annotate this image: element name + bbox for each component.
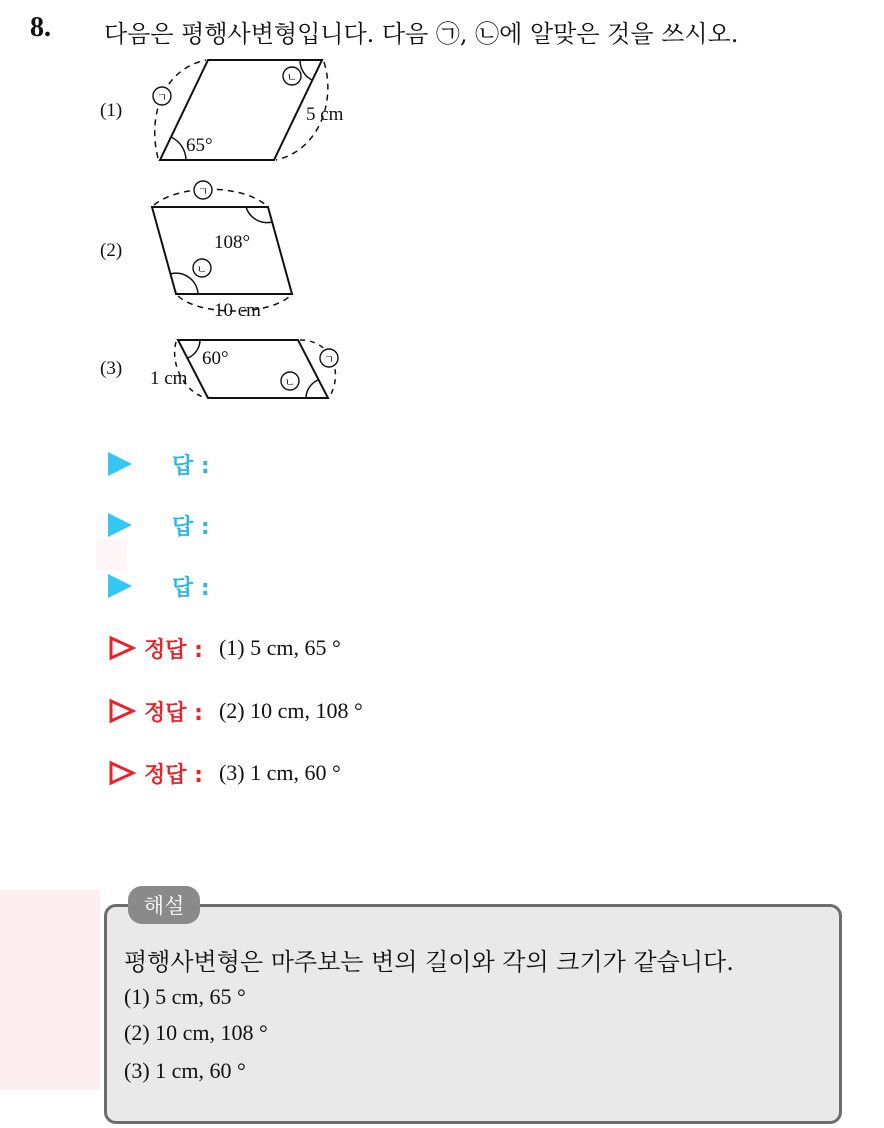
explanation-box (104, 904, 842, 1124)
explanation-text: 평행사변형은 마주보는 변의 길이와 각의 크기가 같습니다. (124, 948, 734, 976)
correct-row-2 (108, 691, 363, 731)
correct-label: 정답 : (144, 762, 203, 788)
correct-arrow-icon (108, 698, 136, 724)
answer-arrow-icon (108, 513, 132, 537)
correct-row-3 (108, 753, 341, 793)
correct-value: (2) 10 cm, 108 ° (218, 698, 363, 723)
answer-row-3 (108, 566, 522, 606)
decorative-block (0, 890, 100, 1090)
figure-2-angle: 108° (214, 232, 251, 253)
figure-2-side: 10 cm (214, 300, 261, 321)
figure-3-label: (3) (100, 358, 123, 379)
figure-3-angle-arc-bottom (306, 380, 318, 398)
explanation-tab: 해설 (128, 886, 200, 924)
figure-3-angle: 60° (202, 348, 229, 369)
answer-arrow-icon (108, 452, 132, 476)
correct-arrow-icon (108, 760, 136, 786)
answer-label: 답 : (172, 575, 210, 601)
answer-row-2 (108, 505, 522, 545)
answer-row-1 (108, 444, 522, 484)
answer-input[interactable] (222, 450, 522, 478)
answer-arrow-icon (108, 574, 132, 598)
question-text: 다음은 평행사변형입니다. 다음 ㉠, ㉡에 알맞은 것을 쓰시오. (104, 20, 739, 48)
correct-value: (1) 5 cm, 65 ° (218, 635, 341, 660)
parallelogram-figures (0, 0, 884, 430)
figure-1-mark-a: ㄱ (156, 91, 168, 104)
figure-1-mark-b: ㄴ (286, 71, 298, 84)
figure-3-mark-a: ㄱ (323, 353, 335, 366)
correct-value: (3) 1 cm, 60 ° (218, 760, 341, 785)
figure-1-side: 5 cm (306, 104, 344, 125)
correct-label: 정답 : (144, 637, 203, 663)
answer-label: 답 : (172, 514, 210, 540)
figure-3 (100, 340, 338, 398)
explanation-line-1: (1) 5 cm, 65 ° (124, 984, 246, 1009)
figure-2-label: (2) (100, 240, 123, 261)
explanation-line-2: (2) 10 cm, 108 ° (124, 1020, 268, 1045)
figure-3-mark-b: ㄴ (284, 376, 296, 389)
figure-1-label: (1) (100, 100, 123, 121)
figure-2-mark-b: ㄴ (196, 263, 208, 276)
correct-row-1 (108, 628, 341, 668)
question-number: 8. (30, 12, 51, 43)
explanation-line-3: (3) 1 cm, 60 ° (124, 1058, 246, 1083)
figure-2 (100, 181, 292, 321)
figure-1-angle-arc (171, 137, 186, 160)
figure-3-side: 1 cm (150, 368, 188, 389)
figure-3-angle-arc-top (188, 340, 200, 358)
correct-arrow-icon (108, 635, 136, 661)
answer-label: 답 : (172, 453, 210, 479)
figure-2-mark-a: ㄱ (197, 185, 209, 198)
figure-1 (100, 60, 344, 160)
correct-label: 정답 : (144, 700, 203, 726)
answer-input[interactable] (222, 511, 522, 539)
figure-1-angle-arc-top (300, 60, 312, 80)
answer-input[interactable] (222, 572, 522, 600)
figure-1-angle: 65° (186, 135, 213, 156)
figure-3-parallelogram (178, 340, 328, 398)
